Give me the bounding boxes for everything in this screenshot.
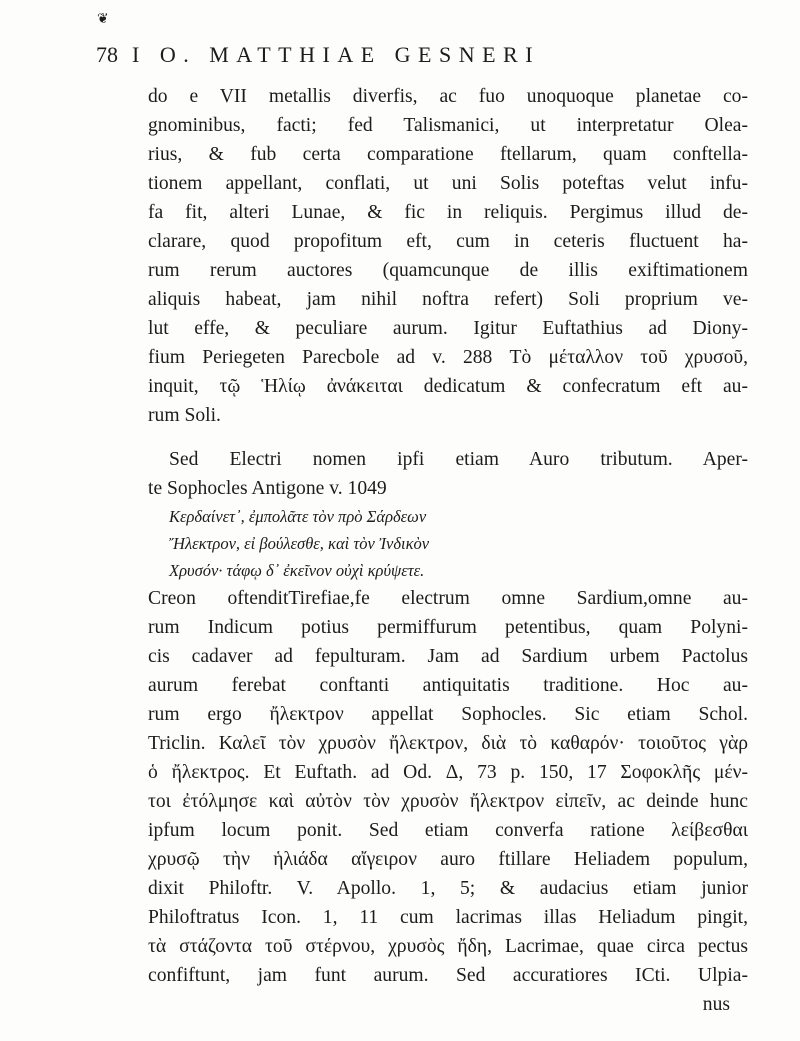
text-line: χρυσῷ τὴν ἡλιάδα αἴγειρον auro ftillare Heliadem populum, (148, 849, 748, 870)
text-line: lut effe, & peculiare aurum. Igitur Euftathius ad Diony- (148, 318, 748, 339)
text-line: Philoftratus Icon. 1, 11 cum lacrimas illas Heliadum pingit, (148, 907, 748, 928)
text-line: gnominibus, facti; fed Talismanici, ut interpretatur Olea- (148, 115, 748, 136)
text-line: τοι ἐτόλμησε καὶ αὐτὸν τὸν χρυσὸν ἤλεκτρον εἰπεῖν, ac deinde hunc (148, 791, 748, 812)
running-title: I O. MATTHIAE GESNERI (132, 42, 541, 67)
text-line: tionem appellant, conflati, ut uni Solis poteftas velut infu- (148, 173, 748, 194)
text-line: cis cadaver ad fepulturam. Jam ad Sardium urbem Pactolus (148, 646, 748, 667)
ornament-glyph: ❦ (97, 11, 109, 27)
paragraph-gap (148, 430, 748, 445)
text-line: do e VII metallis diverfis, ac fuo unoquoque planetae co- (148, 86, 748, 107)
body-text (148, 82, 748, 1017)
text-line: fium Periegeten Parecbole ad v. 288 Τὸ μέταλλον τοῦ χρυσοῦ, (148, 347, 748, 368)
text-line: τὰ στάζοντα τοῦ στέρνου, χρυσὸς ἤδη, Lacrimae, quae circa pectus (148, 936, 748, 957)
text-line: ipfum locum ponit. Sed etiam converfa ratione λείβεσθαι (148, 820, 748, 841)
text-line: dixit Philoftr. V. Apollo. 1, 5; & audacius etiam junior (148, 878, 748, 899)
text-line: rum Indicum potius permiffurum petentibus, quam Polyni- (148, 617, 748, 638)
text-line: ὁ ἤλεκτρος. Et Euftath. ad Od. Δ, 73 p. 150, 17 Σοφοκλῆς μέν- (148, 762, 748, 783)
text-line: rum ergo ἤλεκτρον appellat Sophocles. Sic etiam Schol. (148, 704, 748, 725)
text-line: rius, & fub certa comparatione ftellarum, quam conftella- (148, 144, 748, 165)
text-line: clarare, quod propofitum eft, cum in ceteris fluctuent ha- (148, 231, 748, 252)
catchword: nus (702, 994, 730, 1015)
text-line: confiftunt, jam funt aurum. Sed accuratiores ICti. Ulpia- (148, 965, 748, 986)
text-line: rum rerum auctores (quamcunque de illis exiftimationem (148, 260, 748, 281)
text-line: fa fit, alteri Lunae, & fic in reliquis. Pergimus illud de- (148, 202, 748, 223)
text-line: aliquis habeat, jam nihil noftra refert) Soli proprium ve- (148, 289, 748, 310)
verse-line: Ἤλεκτρον, εἰ βούλεσθε, καὶ τὸν Ἰνδικὸν (169, 534, 430, 553)
verse-line: Κερδαίνετ᾽, ἐμπολᾶτε τὸν πρὸ Σάρδεων (169, 507, 427, 526)
text-line: rum Soli. (148, 405, 221, 426)
verse-line: Χρυσόν· τάφῳ δ᾽ ἐκεῖνον οὐχὶ κρύψετε. (169, 561, 425, 580)
text-line: inquit, τῷ Ἡλίῳ ἀνάκειται dedicatum & confecratum eft au- (148, 376, 748, 397)
text-line: aurum ferebat conftanti antiquitatis traditione. Hoc au- (148, 675, 748, 696)
text-line: Sed Electri nomen ipfi etiam Auro tributum. Aper- (169, 449, 748, 470)
page-number: 78 (96, 42, 118, 67)
running-header (96, 40, 736, 70)
text-line: Triclin. Καλεῖ τὸν χρυσὸν ἤλεκτρον, διὰ τὸ καθαρόν· τοιοῦτος γὰρ (148, 733, 748, 754)
text-line: Creon oftenditTirefiae,fe electrum omne Sardium,omne au- (148, 588, 748, 609)
text-line: te Sophocles Antigone v. 1049 (148, 478, 387, 499)
